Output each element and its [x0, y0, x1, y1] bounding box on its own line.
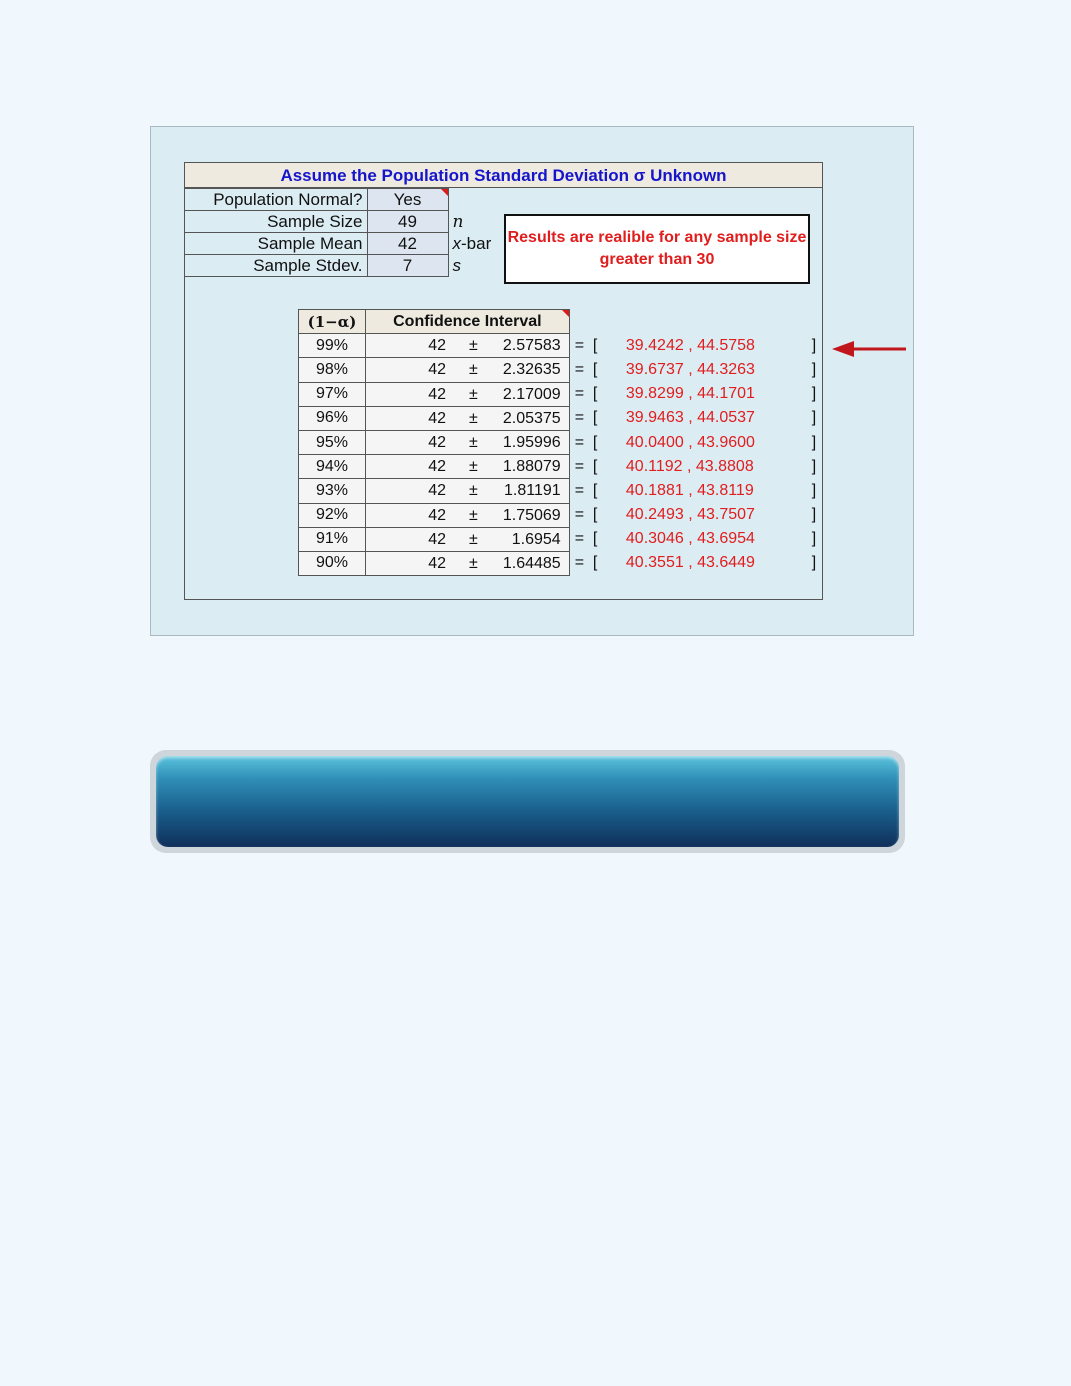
equals-bracket: = [	[574, 506, 598, 524]
sample-mean-cell[interactable]: 42	[367, 233, 448, 255]
critical-value: 2.57583	[502, 337, 561, 355]
critical-value: 2.17009	[502, 385, 561, 403]
critical-value: 1.6954	[511, 530, 561, 548]
ci-calculation-cell[interactable]	[366, 382, 570, 406]
input-row-sample-mean	[185, 233, 491, 255]
confidence-interval-table	[298, 309, 822, 576]
input-label: Sample Size	[185, 211, 367, 233]
confidence-level-cell[interactable]: 91%	[299, 527, 366, 551]
sheet-title: Assume the Population Standard Deviation σ Unknown	[185, 163, 822, 188]
equals-bracket: = [	[574, 409, 598, 427]
confidence-level-cell[interactable]: 90%	[299, 551, 366, 575]
mean-value: 42	[428, 482, 447, 500]
equals-bracket: = [	[574, 336, 598, 354]
ci-calculation-cell[interactable]	[366, 358, 570, 382]
input-label: Sample Stdev.	[185, 255, 367, 277]
comment-indicator-icon[interactable]	[441, 189, 448, 196]
critical-value: 2.32635	[502, 361, 561, 379]
plus-minus-sign: ±	[469, 385, 478, 403]
plus-minus-sign: ±	[469, 482, 478, 500]
ci-row	[299, 527, 822, 551]
plus-minus-sign: ±	[469, 458, 478, 476]
left-arrow-icon	[832, 340, 908, 358]
closing-bracket: ]	[811, 409, 817, 427]
spreadsheet-panel	[150, 126, 914, 636]
equals-bracket: = [	[574, 554, 598, 572]
closing-bracket: ]	[811, 457, 817, 475]
interval-value: 39.4242 , 44.5758	[625, 336, 755, 354]
confidence-level-cell[interactable]: 97%	[299, 382, 366, 406]
input-label: Population Normal?	[185, 189, 367, 211]
closing-bracket: ]	[811, 506, 817, 524]
plus-minus-sign: ±	[469, 554, 478, 572]
ci-calculation-cell[interactable]	[366, 334, 570, 358]
critical-value: 1.75069	[502, 506, 561, 524]
critical-value: 1.64485	[502, 554, 561, 572]
equals-bracket: = [	[574, 433, 598, 451]
confidence-level-cell[interactable]: 99%	[299, 334, 366, 358]
ci-row	[299, 334, 822, 358]
symbol-label: x-bar	[452, 233, 492, 253]
critical-value: 1.95996	[502, 433, 561, 451]
closing-bracket: ]	[811, 554, 817, 572]
confidence-level-cell[interactable]: 95%	[299, 430, 366, 454]
interval-value: 40.3551 , 43.6449	[625, 554, 755, 572]
plus-minus-sign: ±	[469, 530, 478, 548]
interval-value: 39.9463 , 44.0537	[625, 409, 755, 427]
mean-value: 42	[428, 506, 447, 524]
mean-value: 42	[428, 337, 447, 355]
ci-row	[299, 455, 822, 479]
sample-size-cell[interactable]: 49	[367, 211, 448, 233]
interval-value: 39.6737 , 44.3263	[625, 360, 755, 378]
plus-minus-sign: ±	[469, 361, 478, 379]
ci-calculation-cell[interactable]	[366, 479, 570, 503]
ci-header: Confidence Interval	[366, 310, 570, 334]
mean-value: 42	[428, 361, 447, 379]
closing-bracket: ]	[811, 385, 817, 403]
confidence-level-cell[interactable]: 94%	[299, 455, 366, 479]
alpha-header: (1−α)	[299, 310, 366, 334]
ci-calculation-cell[interactable]	[366, 527, 570, 551]
plus-minus-sign: ±	[469, 433, 478, 451]
confidence-level-cell[interactable]: 96%	[299, 406, 366, 430]
ci-calculation-cell[interactable]	[366, 406, 570, 430]
closing-bracket: ]	[811, 360, 817, 378]
interval-value: 40.0400 , 43.9600	[625, 433, 755, 451]
sample-stdev-cell[interactable]: 7	[367, 255, 448, 277]
ci-row	[299, 382, 822, 406]
equals-bracket: = [	[574, 360, 598, 378]
closing-bracket: ]	[811, 433, 817, 451]
confidence-level-cell[interactable]: 98%	[299, 358, 366, 382]
confidence-level-cell[interactable]: 92%	[299, 503, 366, 527]
ci-row	[299, 358, 822, 382]
input-table	[185, 188, 491, 277]
equals-bracket: = [	[574, 457, 598, 475]
interval-value: 40.2493 , 43.7507	[625, 506, 755, 524]
mean-value: 42	[428, 554, 447, 572]
input-row-sample-stdev	[185, 255, 491, 277]
input-label: Sample Mean	[185, 233, 367, 255]
plus-minus-sign: ±	[469, 337, 478, 355]
mean-value: 42	[428, 433, 447, 451]
ci-calculation-cell[interactable]	[366, 551, 570, 575]
critical-value: 1.88079	[502, 458, 561, 476]
closing-bracket: ]	[811, 336, 817, 354]
interval-value: 39.8299 , 44.1701	[625, 385, 755, 403]
ci-calculation-cell[interactable]	[366, 430, 570, 454]
banner-bar	[150, 750, 905, 853]
population-normal-cell[interactable]: Yes	[367, 189, 448, 211]
banner-gradient	[156, 756, 899, 847]
ci-row	[299, 503, 822, 527]
symbol-label: n	[452, 211, 464, 232]
ci-row	[299, 551, 822, 575]
note-box	[504, 214, 810, 284]
ci-calculation-cell[interactable]	[366, 455, 570, 479]
interval-value: 40.1881 , 43.8119	[625, 481, 754, 499]
input-row-sample-size	[185, 211, 491, 233]
closing-bracket: ]	[811, 481, 817, 499]
critical-value: 2.05375	[502, 409, 561, 427]
equals-bracket: = [	[574, 481, 598, 499]
ci-row	[299, 406, 822, 430]
mean-value: 42	[428, 530, 447, 548]
comment-indicator-icon[interactable]	[562, 310, 569, 317]
closing-bracket: ]	[811, 530, 817, 548]
mean-value: 42	[428, 385, 447, 403]
symbol-label: s	[452, 255, 461, 275]
interval-value: 40.3046 , 43.6954	[625, 530, 755, 548]
ci-row	[299, 430, 822, 454]
mean-value: 42	[428, 458, 447, 476]
calculator-sheet	[184, 162, 823, 600]
ci-header-row	[299, 310, 822, 334]
input-row-population-normal	[185, 189, 491, 211]
confidence-level-cell[interactable]: 93%	[299, 479, 366, 503]
ci-calculation-cell[interactable]	[366, 503, 570, 527]
note-text: Results are realible for any sample size greater than 30	[507, 229, 807, 268]
ci-row	[299, 479, 822, 503]
equals-bracket: = [	[574, 385, 598, 403]
ci-rows	[299, 334, 822, 576]
plus-minus-sign: ±	[469, 409, 478, 427]
plus-minus-sign: ±	[469, 506, 478, 524]
critical-value: 1.81191	[504, 482, 561, 500]
interval-value: 40.1192 , 43.8808	[625, 457, 754, 475]
equals-bracket: = [	[574, 530, 598, 548]
mean-value: 42	[428, 409, 447, 427]
